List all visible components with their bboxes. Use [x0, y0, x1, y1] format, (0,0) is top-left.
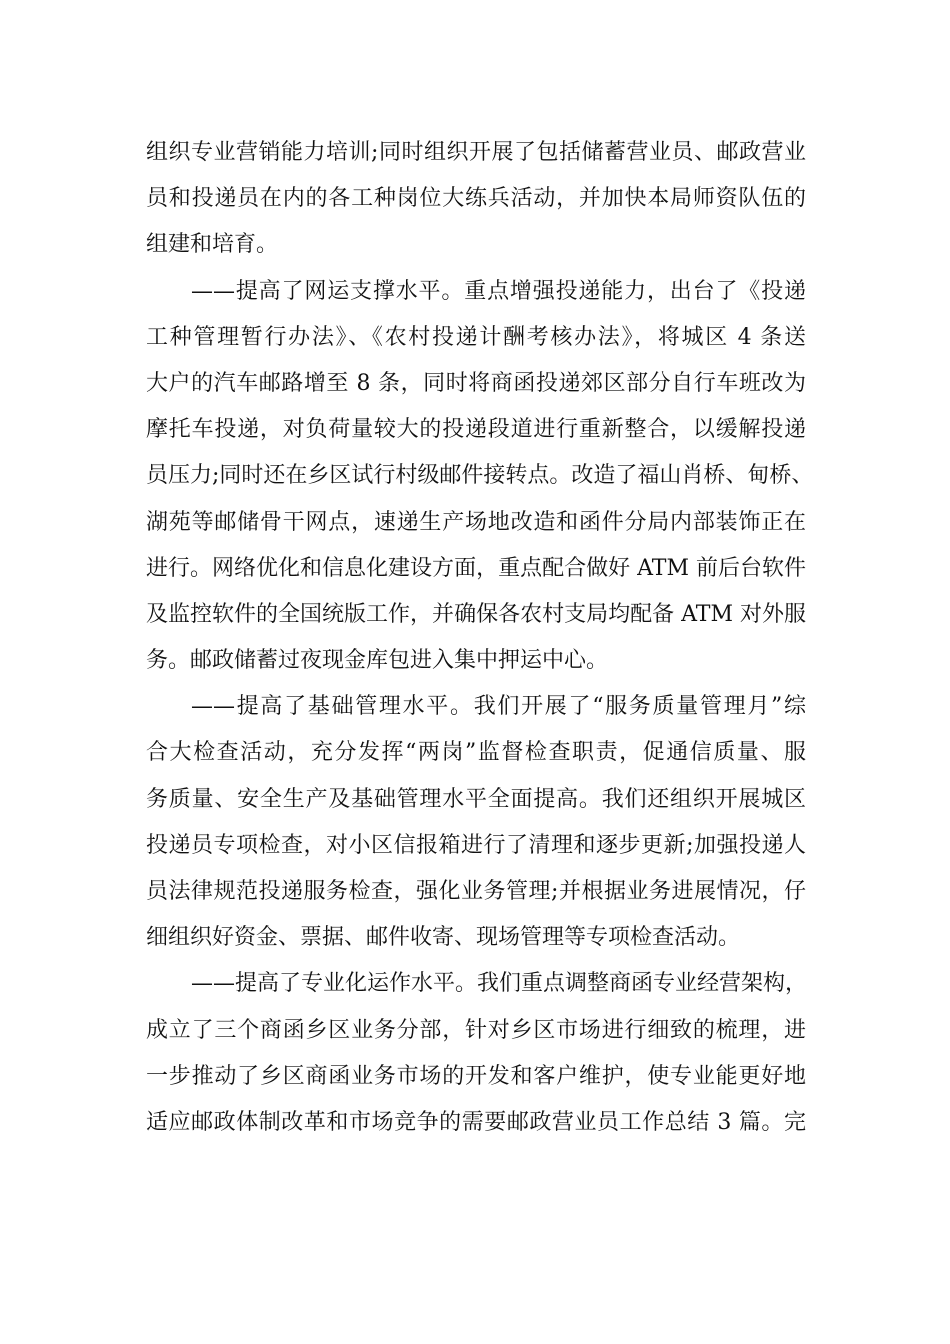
- text-line: 进行。网络优化和信息化建设方面，重点配合做好 ATM 前后台软件: [146, 555, 806, 581]
- text-line: 及监控软件的全国统版工作，并确保各农村支局均配备 ATM 对外服: [146, 601, 806, 627]
- paragraph-start-line: ——提高了专业化运作水平。我们重点调整商函专业经营架构，: [191, 971, 808, 997]
- text-line: 员和投递员在内的各工种岗位大练兵活动，并加快本局师资队伍的: [146, 186, 806, 212]
- text-line: 组建和培育。: [146, 232, 279, 258]
- text-line: 合大检查活动，充分发挥“两岗”监督检查职责，促通信质量、服: [146, 740, 806, 766]
- text-line: 湖苑等邮储骨干网点，速递生产场地改造和函件分局内部装饰正在: [146, 509, 806, 535]
- paragraph-start-line: ——提高了网运支撑水平。重点增强投递能力，出台了《投递: [191, 278, 806, 304]
- text-line: 一步推动了乡区商函业务市场的开发和客户维护，使专业能更好地: [146, 1063, 806, 1089]
- text-line: 细组织好资金、票据、邮件收寄、现场管理等专项检查活动。: [146, 925, 741, 951]
- text-line: 投递员专项检查，对小区信报箱进行了清理和逐步更新;加强投递人: [146, 832, 806, 858]
- paragraph-start-line: ——提高了基础管理水平。我们开展了“服务质量管理月”综: [191, 694, 806, 720]
- text-line: 摩托车投递，对负荷量较大的投递段道进行重新整合，以缓解投递: [146, 417, 806, 443]
- text-line: 大户的汽车邮路增至 8 条，同时将商函投递郊区部分自行车班改为: [146, 370, 806, 396]
- text-line: 务质量、安全生产及基础管理水平全面提高。我们还组织开展城区: [146, 786, 806, 812]
- text-line: 员法律规范投递服务检查，强化业务管理;并根据业务进展情况，仔: [146, 879, 806, 904]
- text-line: 工种管理暂行办法》、《农村投递计酬考核办法》，将城区 4 条送: [146, 324, 806, 350]
- text-line: 务。邮政储蓄过夜现金库包进入集中押运中心。: [146, 648, 609, 674]
- text-line: 员压力;同时还在乡区试行村级邮件接转点。改造了福山肖桥、甸桥、: [146, 463, 814, 489]
- text-line: 适应邮政体制改革和市场竞争的需要邮政营业员工作总结 3 篇。完: [146, 1109, 806, 1135]
- body-text: [146, 130, 814, 1146]
- text-line: 组织专业营销能力培训;同时组织开展了包括储蓄营业员、邮政营业: [146, 140, 806, 165]
- text-line: 成立了三个商函乡区业务分部，针对乡区市场进行细致的梳理，进: [146, 1017, 806, 1043]
